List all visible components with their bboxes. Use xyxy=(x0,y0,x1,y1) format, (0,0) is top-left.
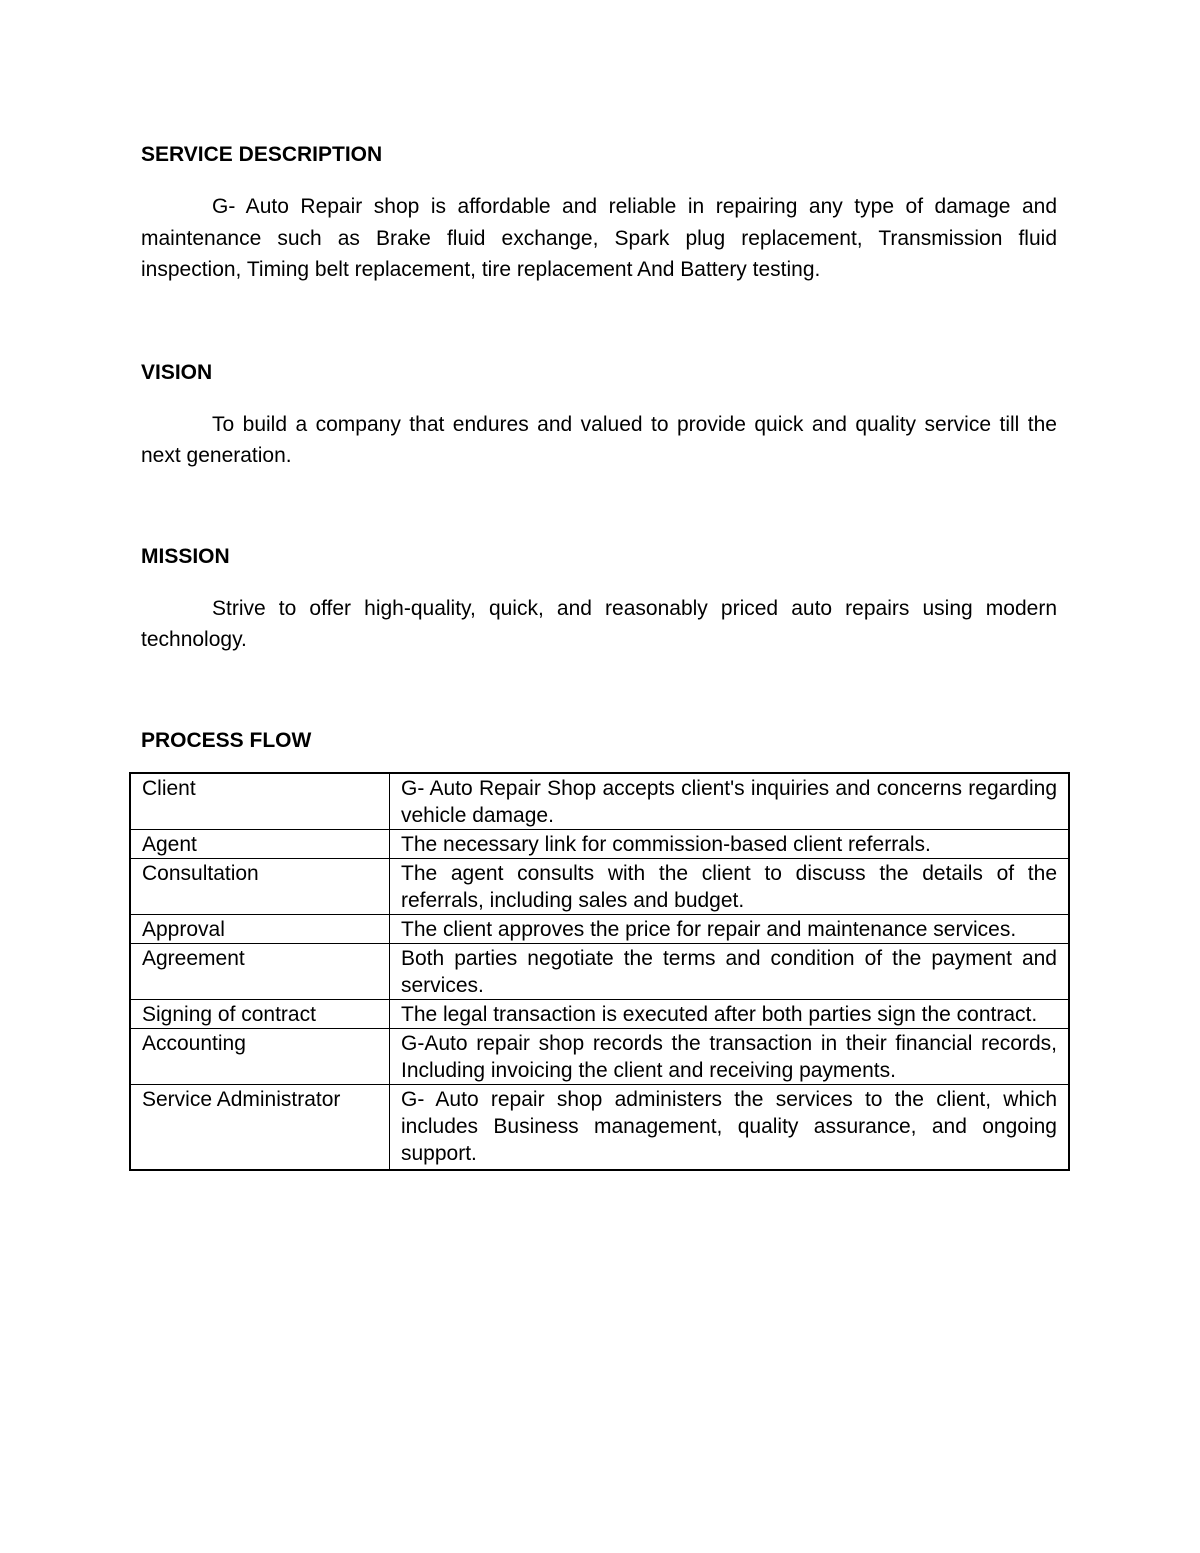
process-description-cell: Both parties negotiate the terms and condition of the payment and services. xyxy=(390,944,1070,1000)
process-step-cell: Service Administrator xyxy=(130,1085,390,1171)
service-description-text: G- Auto Repair shop is affordable and reliable in repairing any type of damage and maintenance such as Brake fluid exchange, Spark plug replacement, Transmission fluid inspection, Timing belt replacement, tire replacement And Battery testing. xyxy=(141,195,1057,281)
vision-text: To build a company that endures and valued to provide quick and quality service till the next generation. xyxy=(141,412,1057,467)
process-description-cell: G- Auto Repair Shop accepts client's inquiries and concerns regarding vehicle damage. xyxy=(390,773,1070,830)
process-step-cell: Agent xyxy=(130,830,390,859)
table-row xyxy=(130,944,1069,1000)
table-row xyxy=(130,1000,1069,1029)
table-row xyxy=(130,859,1069,915)
process-step-cell: Agreement xyxy=(130,944,390,1000)
process-description-cell: G- Auto repair shop administers the services to the client, which includes Business management, quality assurance, and ongoing support. xyxy=(390,1085,1070,1171)
table-row xyxy=(130,830,1069,859)
process-description-cell: The agent consults with the client to discuss the details of the referrals, including sales and budget. xyxy=(390,859,1070,915)
vision-heading: VISION xyxy=(141,360,213,384)
process-step-cell: Signing of contract xyxy=(130,1000,390,1029)
mission-heading: MISSION xyxy=(141,544,230,568)
table-row xyxy=(130,773,1069,830)
process-step-cell: Accounting xyxy=(130,1029,390,1085)
process-step-cell: Client xyxy=(130,773,390,830)
process-step-cell: Consultation xyxy=(130,859,390,915)
document-page xyxy=(141,140,1057,756)
mission-text: Strive to offer high-quality, quick, and reasonably priced auto repairs using modern technology. xyxy=(141,596,1057,651)
process-description-cell: The legal transaction is executed after both parties sign the contract. xyxy=(390,1000,1070,1029)
table-row xyxy=(130,915,1069,944)
process-description-cell: G-Auto repair shop records the transaction in their financial records, Including invoicing the client and receiving payments. xyxy=(390,1029,1070,1085)
service-description-heading: SERVICE DESCRIPTION xyxy=(141,143,383,166)
process-step-cell: Approval xyxy=(130,915,390,944)
process-description-cell: The client approves the price for repair and maintenance services. xyxy=(390,915,1070,944)
table-row xyxy=(130,1085,1069,1171)
process-flow-heading: PROCESS FLOW xyxy=(141,728,312,752)
process-flow-table xyxy=(129,772,1070,1171)
table-row xyxy=(130,1029,1069,1085)
process-description-cell: The necessary link for commission-based client referrals. xyxy=(390,830,1070,859)
